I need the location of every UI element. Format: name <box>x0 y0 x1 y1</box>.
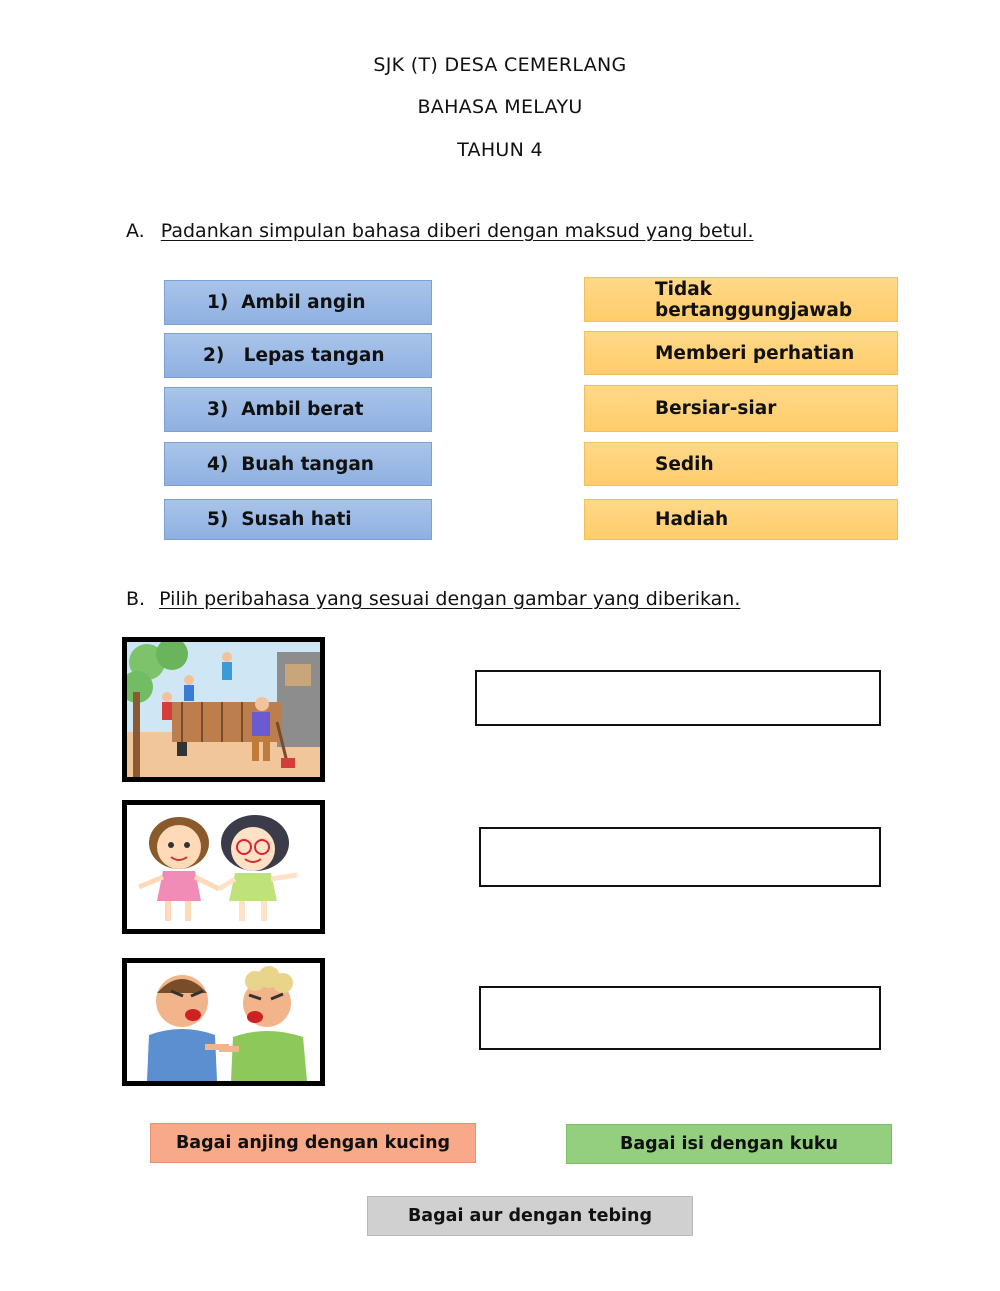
section-b-text: Pilih peribahasa yang sesuai dengan gambar yang diberikan. <box>159 588 741 610</box>
option-label: Bagai aur dengan tebing <box>407 1206 653 1226</box>
cleaning-illustration <box>127 642 320 777</box>
section-a-letter: A. <box>126 220 145 242</box>
arguing-illustration <box>127 963 320 1081</box>
meaning-box-1[interactable] <box>584 277 898 322</box>
section-b-instruction <box>126 588 740 610</box>
section-a-text: Padankan simpulan bahasa diberi dengan maksud yang betul. <box>160 220 754 242</box>
school-name: SJK (T) DESA CEMERLANG <box>373 54 627 76</box>
meaning-box-4[interactable] <box>584 442 898 486</box>
meaning-label: Sedih <box>655 453 714 475</box>
option-aur-tebing[interactable] <box>367 1196 693 1236</box>
idiom-label: 4) Buah tangan <box>207 453 374 475</box>
option-isi-kuku[interactable] <box>566 1124 892 1164</box>
picture-arguing <box>122 958 325 1086</box>
meaning-label: Memberi perhatian <box>655 342 855 364</box>
section-a-instruction <box>126 220 753 242</box>
meaning-label: Tidak bertanggungjawab <box>655 278 853 321</box>
idiom-label: 2) Lepas tangan <box>203 345 385 366</box>
idiom-label: 5) Susah hati <box>207 509 352 530</box>
idiom-box-1[interactable] <box>164 280 432 325</box>
answer-box-2[interactable] <box>479 827 881 887</box>
meaning-box-3[interactable] <box>584 385 898 432</box>
picture-cleaning <box>122 637 325 782</box>
idiom-box-4[interactable] <box>164 442 432 486</box>
idiom-label: 3) Ambil berat <box>207 399 364 420</box>
friends-illustration <box>127 805 320 929</box>
idiom-label: 1) Ambil angin <box>207 292 366 313</box>
idiom-box-5[interactable] <box>164 499 432 540</box>
option-label: Bagai anjing dengan kucing <box>175 1133 451 1153</box>
idiom-box-2[interactable] <box>164 333 432 378</box>
section-b-letter: B. <box>126 588 146 610</box>
option-label: Bagai isi dengan kuku <box>619 1134 838 1154</box>
picture-friends <box>122 800 325 934</box>
meaning-label: Hadiah <box>655 509 729 530</box>
option-anjing-kucing[interactable] <box>150 1123 476 1163</box>
subject-title: BAHASA MELAYU <box>417 96 583 118</box>
answer-box-1[interactable] <box>475 670 881 726</box>
meaning-box-5[interactable] <box>584 499 898 540</box>
meaning-box-2[interactable] <box>584 331 898 375</box>
idiom-box-3[interactable] <box>164 387 432 432</box>
year-title: TAHUN 4 <box>457 139 543 161</box>
meaning-label: Bersiar-siar <box>655 398 777 419</box>
answer-box-3[interactable] <box>479 986 881 1050</box>
